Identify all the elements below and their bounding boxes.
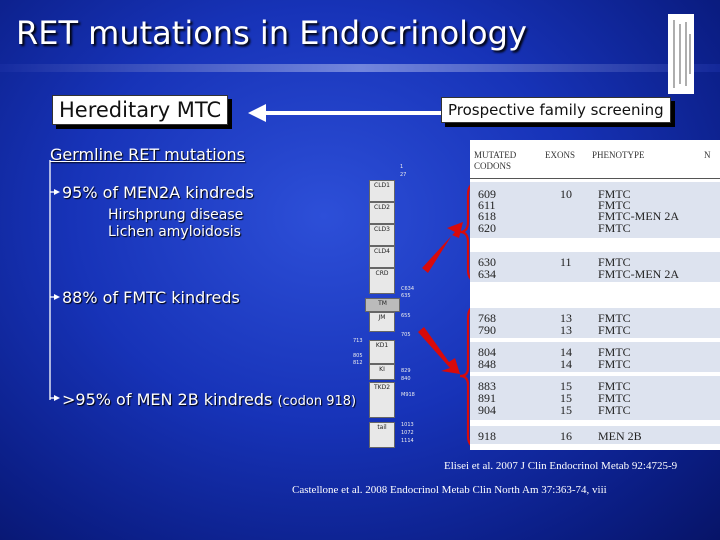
exon-cell: 15 (560, 403, 572, 417)
phenotype-cell: FMTC (598, 221, 631, 235)
domain-cld1: CLD1 (369, 180, 395, 202)
label-829: 829 (401, 368, 411, 374)
label-1072: 1072 (401, 430, 414, 436)
header-codons: MUTATED CODONS (474, 150, 517, 171)
domain-crd: CRD (369, 268, 395, 294)
exon-cell: 15 (560, 379, 572, 393)
label-805: 805 (353, 353, 363, 359)
codon-cell: 918 (478, 429, 496, 443)
germline-heading: Germline RET mutations (50, 145, 245, 164)
exon-cell: 14 (560, 357, 572, 371)
mutation-table (470, 140, 720, 450)
men2b-note: (codon 918) (277, 394, 357, 409)
domain-tm: TM (365, 298, 400, 312)
label-1114: 1114 (401, 438, 414, 444)
domain-jm: JM (369, 312, 395, 332)
label-713: 713 (353, 338, 363, 344)
label-655: 655 (401, 313, 411, 319)
exon-cell: 11 (560, 255, 572, 269)
header-phenotype: PHENOTYPE (592, 150, 645, 160)
phenotype-cell: FMTC (598, 198, 631, 212)
codon-cell: 790 (478, 323, 496, 337)
slide-title: RET mutations in Endocrinology (16, 14, 527, 52)
codon-cell: 804 (478, 345, 496, 359)
group-bg-exon15 (470, 376, 720, 420)
domain-cld4: CLD4 (369, 246, 395, 268)
codon-cell: 620 (478, 221, 496, 235)
header-rule (470, 178, 720, 179)
hirschsprung-item: Hirshprung disease (108, 207, 244, 223)
phenotype-cell: FMTC-MEN 2A (598, 209, 680, 223)
codon-cell: 634 (478, 267, 496, 281)
exon-cell: 13 (560, 311, 572, 325)
codon-cell: 609 (478, 187, 496, 201)
prospective-screening-box: Prospective family screening (441, 97, 671, 123)
phenotype-cell: FMTC (598, 255, 631, 269)
phenotype-cell: FMTC (598, 357, 631, 371)
exon-cell: 13 (560, 323, 572, 337)
group-bg-exon10 (470, 182, 720, 238)
phenotype-cell: FMTC (598, 187, 631, 201)
group-bg-exon16 (470, 426, 720, 444)
label-705: 705 (401, 332, 411, 338)
fmtc-item: 88% of FMTC kindreds (62, 288, 240, 307)
codon-cell: 768 (478, 311, 496, 325)
phenotype-cell: FMTC (598, 323, 631, 337)
men2b-item (62, 390, 356, 409)
phenotype-cell: FMTC (598, 403, 631, 417)
phenotype-cell: FMTC (598, 379, 631, 393)
phenotype-cell: FMTC (598, 391, 631, 405)
reference-elisei: Elisei et al. 2007 J Clin Endocrinol Metab 92:4725-9 (444, 460, 678, 472)
hereditary-mtc-box: Hereditary MTC (52, 95, 228, 125)
phenotype-cell: FMTC (598, 345, 631, 359)
men2b-label: >95% of MEN 2B kindreds (62, 390, 273, 409)
exon-cell: 15 (560, 391, 572, 405)
domain-tail: tail (369, 422, 395, 448)
phenotype-cell: MEN 2B (598, 429, 642, 443)
domain-cld3: CLD3 (369, 224, 395, 246)
label-840: 840 (401, 376, 411, 382)
label-1013: 1013 (401, 422, 414, 428)
label-635: 635 (401, 293, 411, 299)
label-c634: C634 (401, 286, 415, 292)
label-1: 1 (400, 164, 404, 170)
exon-cell: 14 (560, 345, 572, 359)
codon-cell: 848 (478, 357, 496, 371)
codon-cell: 618 (478, 209, 496, 223)
exon-cell: 16 (560, 429, 572, 443)
group-bg-exon13 (470, 308, 720, 338)
domain-tkd2: TKD2 (369, 382, 395, 418)
domain-ki: KI (369, 364, 395, 380)
codon-cell: 891 (478, 391, 496, 405)
group-bg-exon11 (470, 252, 720, 282)
codon-cell: 904 (478, 403, 496, 417)
codon-cell: 630 (478, 255, 496, 269)
label-812: 812 (353, 360, 363, 366)
ret-protein-diagram (353, 160, 415, 450)
exon-cell: 10 (560, 187, 572, 201)
header-n: N (704, 150, 711, 160)
domain-cld2: CLD2 (369, 202, 395, 224)
men2a-item: 95% of MEN2A kindreds (62, 183, 254, 202)
phenotype-cell: FMTC-MEN 2A (598, 267, 680, 281)
domain-kd1: KD1 (369, 340, 395, 364)
phenotype-cell: FMTC (598, 311, 631, 325)
codon-cell: 883 (478, 379, 496, 393)
header-exons: EXONS (545, 150, 576, 160)
lichen-item: Lichen amyloidosis (108, 224, 241, 240)
label-27: 27 (400, 172, 407, 178)
codon-cell: 611 (478, 198, 496, 212)
reference-castellone: Castellone et al. 2008 Endocrinol Metab Clin North Am 37:363-74, viii (292, 484, 607, 496)
label-m918: M918 (401, 392, 415, 398)
group-bg-exon14 (470, 342, 720, 372)
